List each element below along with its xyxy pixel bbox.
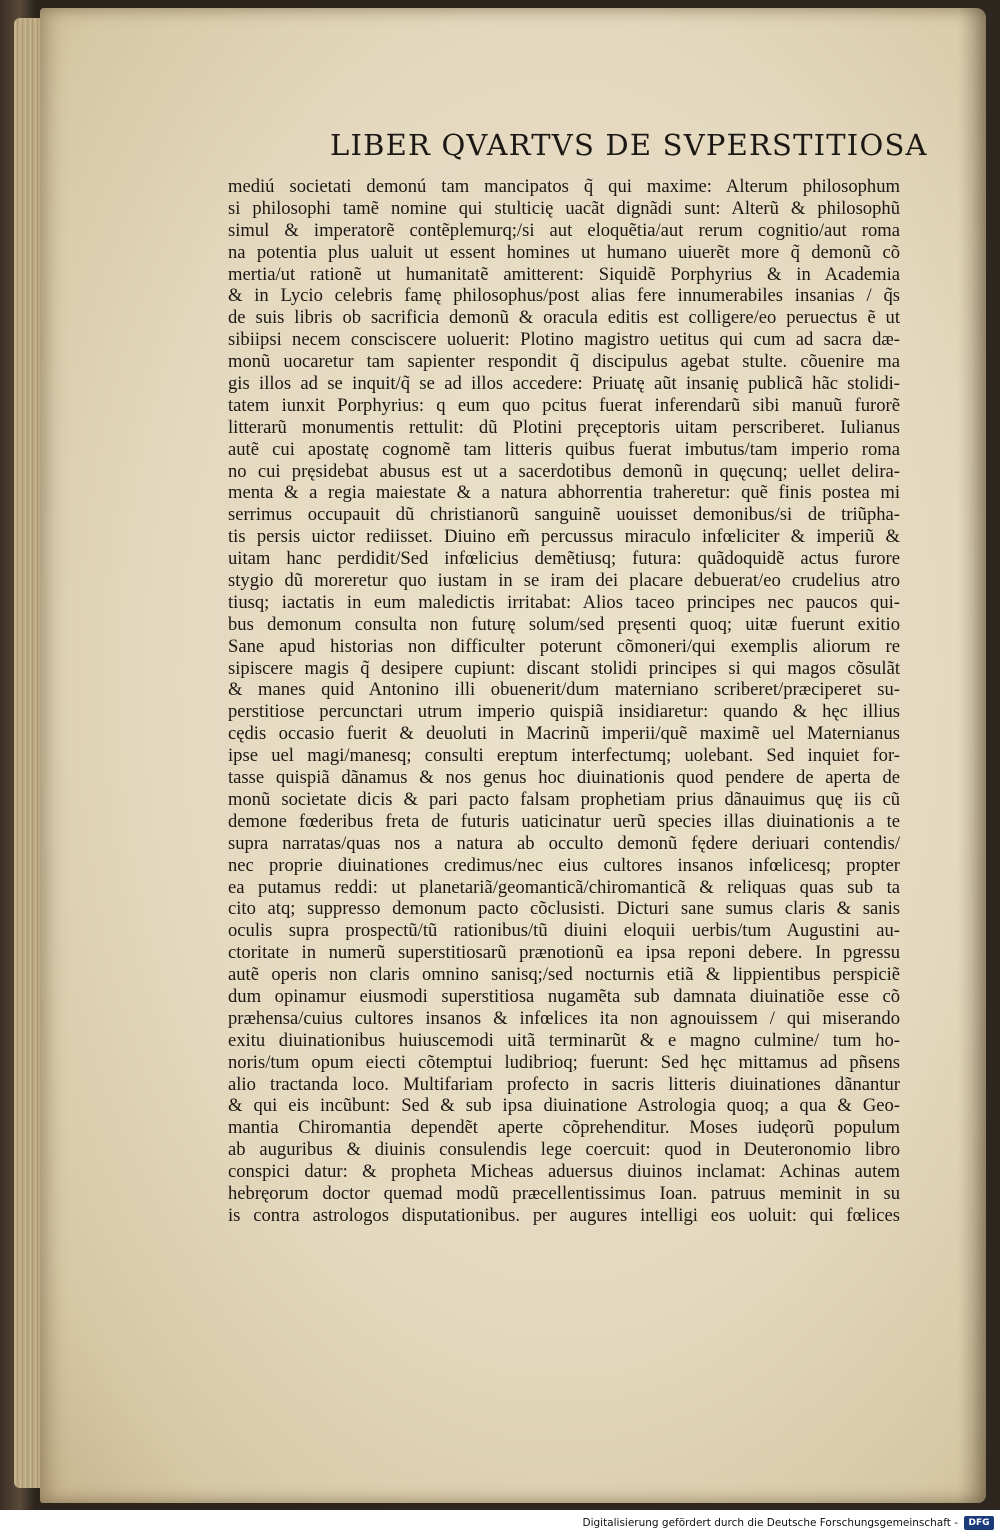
text-line: mediú societati demonú tam mancipatos q̃ qui maxime: Alterum philosophum <box>228 176 900 197</box>
text-line: conspici datur: & propheta Micheas aduersus diuinos inclamat: Achinas autem <box>228 1161 900 1183</box>
text-line: bus demonum consulta non futurę solum/sed pręsenti quoq; uitæ fuerunt exitio <box>228 613 900 635</box>
text-line: sibiipsi necem consciscere uoluerit: Plotino magistro uetitus qui cum ad sacra dæ- <box>228 329 900 351</box>
text-line: cito atq; suppresso demonum pacto cõclusisti. Dicturi sane sumus claris & sanis <box>228 898 900 920</box>
text-line: præhensa/cuius cultores insanos & infœlices ita non agnouissem / qui miserando <box>228 1007 900 1029</box>
text-line: mertia/ut rationẽ ut humanitatẽ amitterent: Siquidẽ Porphyrius & in Academia <box>228 263 900 285</box>
text-line: de suis libris ob sacrificia demonũ & oracula editis est colligere/eo peruectus ẽ ut <box>228 307 900 329</box>
text-line: autẽ cui apostatę cognomẽ tam litteris quibus fuerat imbutus/tam imperio roma <box>228 438 900 460</box>
text-line: alio tractanda loco. Multifariam profecto in sacris litteris diuinationes dãnantur <box>228 1073 900 1095</box>
text-line: hebręorum doctor quemad modũ præcellentissimus Ioan. patruus meminit in su <box>228 1182 900 1204</box>
text-line: tatem iunxit Porphyrius: q eum quo pcitus fuerat inferendarũ sibi manuũ furorẽ <box>228 394 900 416</box>
page-shadow <box>958 8 986 1503</box>
text-line: no cui pręsidebat abusus est ut a sacerdotibus demonũ in quęcunq; uellet delira- <box>228 460 900 482</box>
text-line: dum opinamur eiusmodi superstitiosa nugamẽta sub damnata diuinatiõe esse cõ <box>228 985 900 1007</box>
text-line: is contra astrologos disputationibus. per augures intelligi eos uoluit: qui fœlices <box>228 1204 900 1226</box>
footer-credit: Digitalisierung gefördert durch die Deutsche Forschungsgemeinschaft - <box>582 1517 958 1529</box>
text-line: oculis supra prospectũ/tũ rationibus/tũ diuini eloquii uerbis/tum Augustini au- <box>228 920 900 942</box>
text-line: cędis occasio fuerit & deuoluti in Macrinũ imperii/quẽ maximẽ uel Maternianus <box>228 723 900 745</box>
text-line: nec proprie diuinationes credimus/nec eius cultores insanos infœlicesq; propter <box>228 854 900 876</box>
text-line: monũ uocaretur tam sapienter respondit q̃ discipulus agebat stulte. cõuenire ma <box>228 351 900 373</box>
text-line: stygio dũ moreretur quo iustam in se iram dei placare debuerat/eo crudelius atro <box>228 570 900 592</box>
text-line: autẽ operis non claris omnino sanisq;/sed nocturnis etiã & lippientibus perspiciẽ <box>228 964 900 986</box>
text-line: mantia Chiromantia dependẽt aperte cõprehenditur. Moses iudęorũ populum <box>228 1117 900 1139</box>
text-line: supra narratas/quas nos a natura ab occulto demonũ fędere deriuari contendis/ <box>228 832 900 854</box>
text-line: menta & a regia maiestate & a natura abhorrentia traheretur: quẽ finis postea mi <box>228 482 900 504</box>
text-line: & manes quid Antonino illi obuenerit/dum materniano scriberet/præciperet su- <box>228 679 900 701</box>
text-line: serrimus occupauit dũ christianorũ sanguinẽ uouisset demonibus/si de triũpha- <box>228 504 900 526</box>
text-line: & qui eis incũbunt: Sed & sub ipsa diuinatione Astrologia quoq; a qua & Geo- <box>228 1095 900 1117</box>
text-line: ipse uel magi/manesq; consulti ereptum interfectumq; uolebant. Sed inquiet for- <box>228 745 900 767</box>
text-line: litterarũ monumentis rettulit: dũ Plotini pręceptoris uitam perscriberet. Iulianus <box>228 416 900 438</box>
text-line: tiusq; iactatis in eum maledictis irritabat: Alios taceo principes nec paucos qui- <box>228 591 900 613</box>
text-line: monũ societate dicis & pari pacto falsam prophetiam prius dãnauimus quę iis cũ <box>228 788 900 810</box>
text-line: simul & imperatorẽ contẽplemurq;/si aut eloquẽtia/aut rerum cognitio/aut roma <box>228 219 900 241</box>
text-line: na potentia plus ualuit ut essent homines ut humano uiuerẽt more q̃ demonũ cõ <box>228 241 900 263</box>
text-line: ea putamus reddi: ut planetariã/geomanticã/chiromanticã & reliquas quas sub ta <box>228 876 900 898</box>
text-line: tis persis uictor rediisset. Diuino em̃ percussus miraculo infœliciter & imperiũ & <box>228 526 900 548</box>
text-line: perstitiose percunctari utrum imperio quispiã insidiaretur: quando & hęc illius <box>228 701 900 723</box>
text-line: ab auguribus & diuinis consulendis lege coercuit: quod in Deuteronomio libro <box>228 1139 900 1161</box>
dfg-logo-icon: DFG <box>964 1516 994 1530</box>
text-line: sipiscere magis q̃ desipere cupiunt: discant stolidi principes si qui magos cõsulãt <box>228 657 900 679</box>
text-line: ctoritate in numerũ superstitiosarũ prænotionũ ea ipsa reponi debere. In pgressu <box>228 942 900 964</box>
text-line: si philosophi tamẽ nomine qui stulticię uacãt dignãdi sunt: Alterũ & philosophũ <box>228 197 900 219</box>
running-head: LIBER QVARTVS DE SVPERSTITIOSA <box>330 128 928 162</box>
text-line: gis illos ad se inquit/q̃ se ad illos accedere: Priuatę aũt insanię publicã hãc stolidi- <box>228 373 900 395</box>
text-line: Sane apud historias non difficulter poterunt cõmoneri/qui exemplis aliorum re <box>228 635 900 657</box>
footer-bar <box>0 1510 1000 1537</box>
text-line: demone fœderibus freta de futuris uaticinatur uerũ species illas diuinationis a te <box>228 810 900 832</box>
text-line: noris/tum opum eiecti cõtemptui ludibrioq; fuerunt: Sed hęc mittamus ad pñsens <box>228 1051 900 1073</box>
text-line: tasse quispiã dãnamus & nos genus hoc diuinationis quod pendere de aperta de <box>228 767 900 789</box>
text-line: uitam hanc perdidit/Sed infœlicius demẽtiusq; futura: quãdoquidẽ actus furore <box>228 548 900 570</box>
text-line: exitu diuinationibus huiuscemodi uitã terminarũt & e magno culmine/ tum ho- <box>228 1029 900 1051</box>
text-line: & in Lycio celebris famę philosophus/post alias fere innumerabiles insanias / q̃s <box>228 285 900 307</box>
body-text <box>228 176 900 1227</box>
